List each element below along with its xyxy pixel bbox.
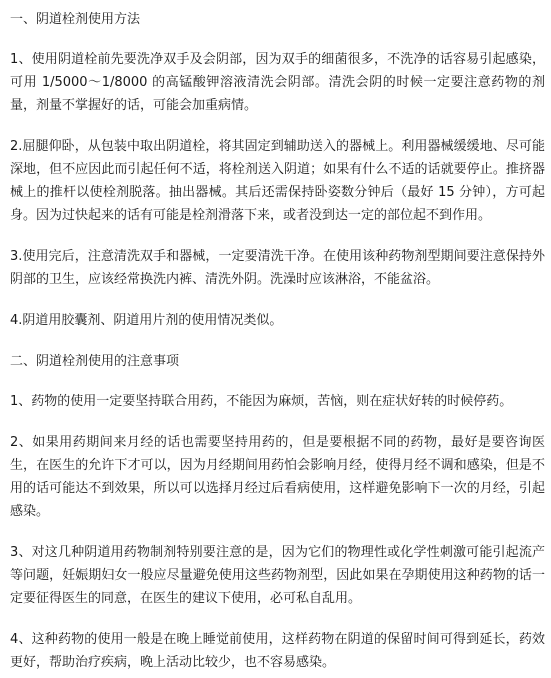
- precaution-paragraph-4: 4、这种药物的使用一般是在晚上睡觉前使用，这样药物在阴道的保留时间可得到延长，药效更好，帮助治疗疾病，晚上活动比较少，也不容易感染。: [10, 632, 545, 670]
- usage-paragraph-4: 4.阴道用胶囊剂、阴道用片剂的使用情况类似。: [10, 313, 283, 328]
- section-heading-usage: 一、阴道栓剂使用方法: [10, 12, 141, 27]
- usage-paragraph-1: 1、使用阴道栓前先要洗净双手及会阴部，因为双手的细菌很多，不洗净的话容易引起感染，可用 1/5000～1/8000 的高锰酸钾溶液清洗会阴部。清洗会阴的时候一定要注意药物的剂量，剂量不掌握好的话，可能会加重病情。: [10, 52, 545, 113]
- precaution-paragraph-1: 1、药物的使用一定要坚持联合用药，不能因为麻烦，苦恼，则在症状好转的时候停药。: [10, 394, 513, 409]
- section-heading-precautions: 二、阴道栓剂使用的注意事项: [10, 354, 180, 369]
- usage-paragraph-2: 2.屈腿仰卧，从包装中取出阴道栓，将其固定到辅助送入的器械上。利用器械缓缓地、尽可能深地，但不应因此而引起任何不适，将栓剂送入阴道；如果有什么不适的话就要停止。推挤器械上的推杆以使栓剂脱落。抽出器械。其后还需保持卧姿数分钟后（最好 15 分钟），方可起身。因为过快起来的话有可能是栓剂滑落下来，或者没到达一定的部位起不到作用。: [10, 139, 545, 223]
- usage-paragraph-3: 3.使用完后，注意清洗双手和器械，一定要清洗干净。在使用该种药物剂型期间要注意保持外阴部的卫生，应该经常换洗内裤、清洗外阴。洗澡时应该淋浴，不能盆浴。: [10, 249, 545, 287]
- precaution-paragraph-2: 2、如果用药期间来月经的话也需要坚持用药的，但是要根据不同的药物，最好是要咨询医生，在医生的允许下才可以，因为月经期间用药怕会影响月经，使得月经不调和感染，但是不用的话可能达不到效果，所以可以选择月经过后看病使用，这样避免影响下一次的月经，引起感染。: [10, 435, 545, 519]
- precaution-paragraph-3: 3、对这几种阴道用药物制剂特别要注意的是，因为它们的物理性或化学性刺激可能引起流产等问题，妊娠期妇女一般应尽量避免使用这些药物剂型，因此如果在孕期使用这种药物的话一定要征得医生的同意，在医生的建议下使用，必可私自乱用。: [10, 545, 545, 606]
